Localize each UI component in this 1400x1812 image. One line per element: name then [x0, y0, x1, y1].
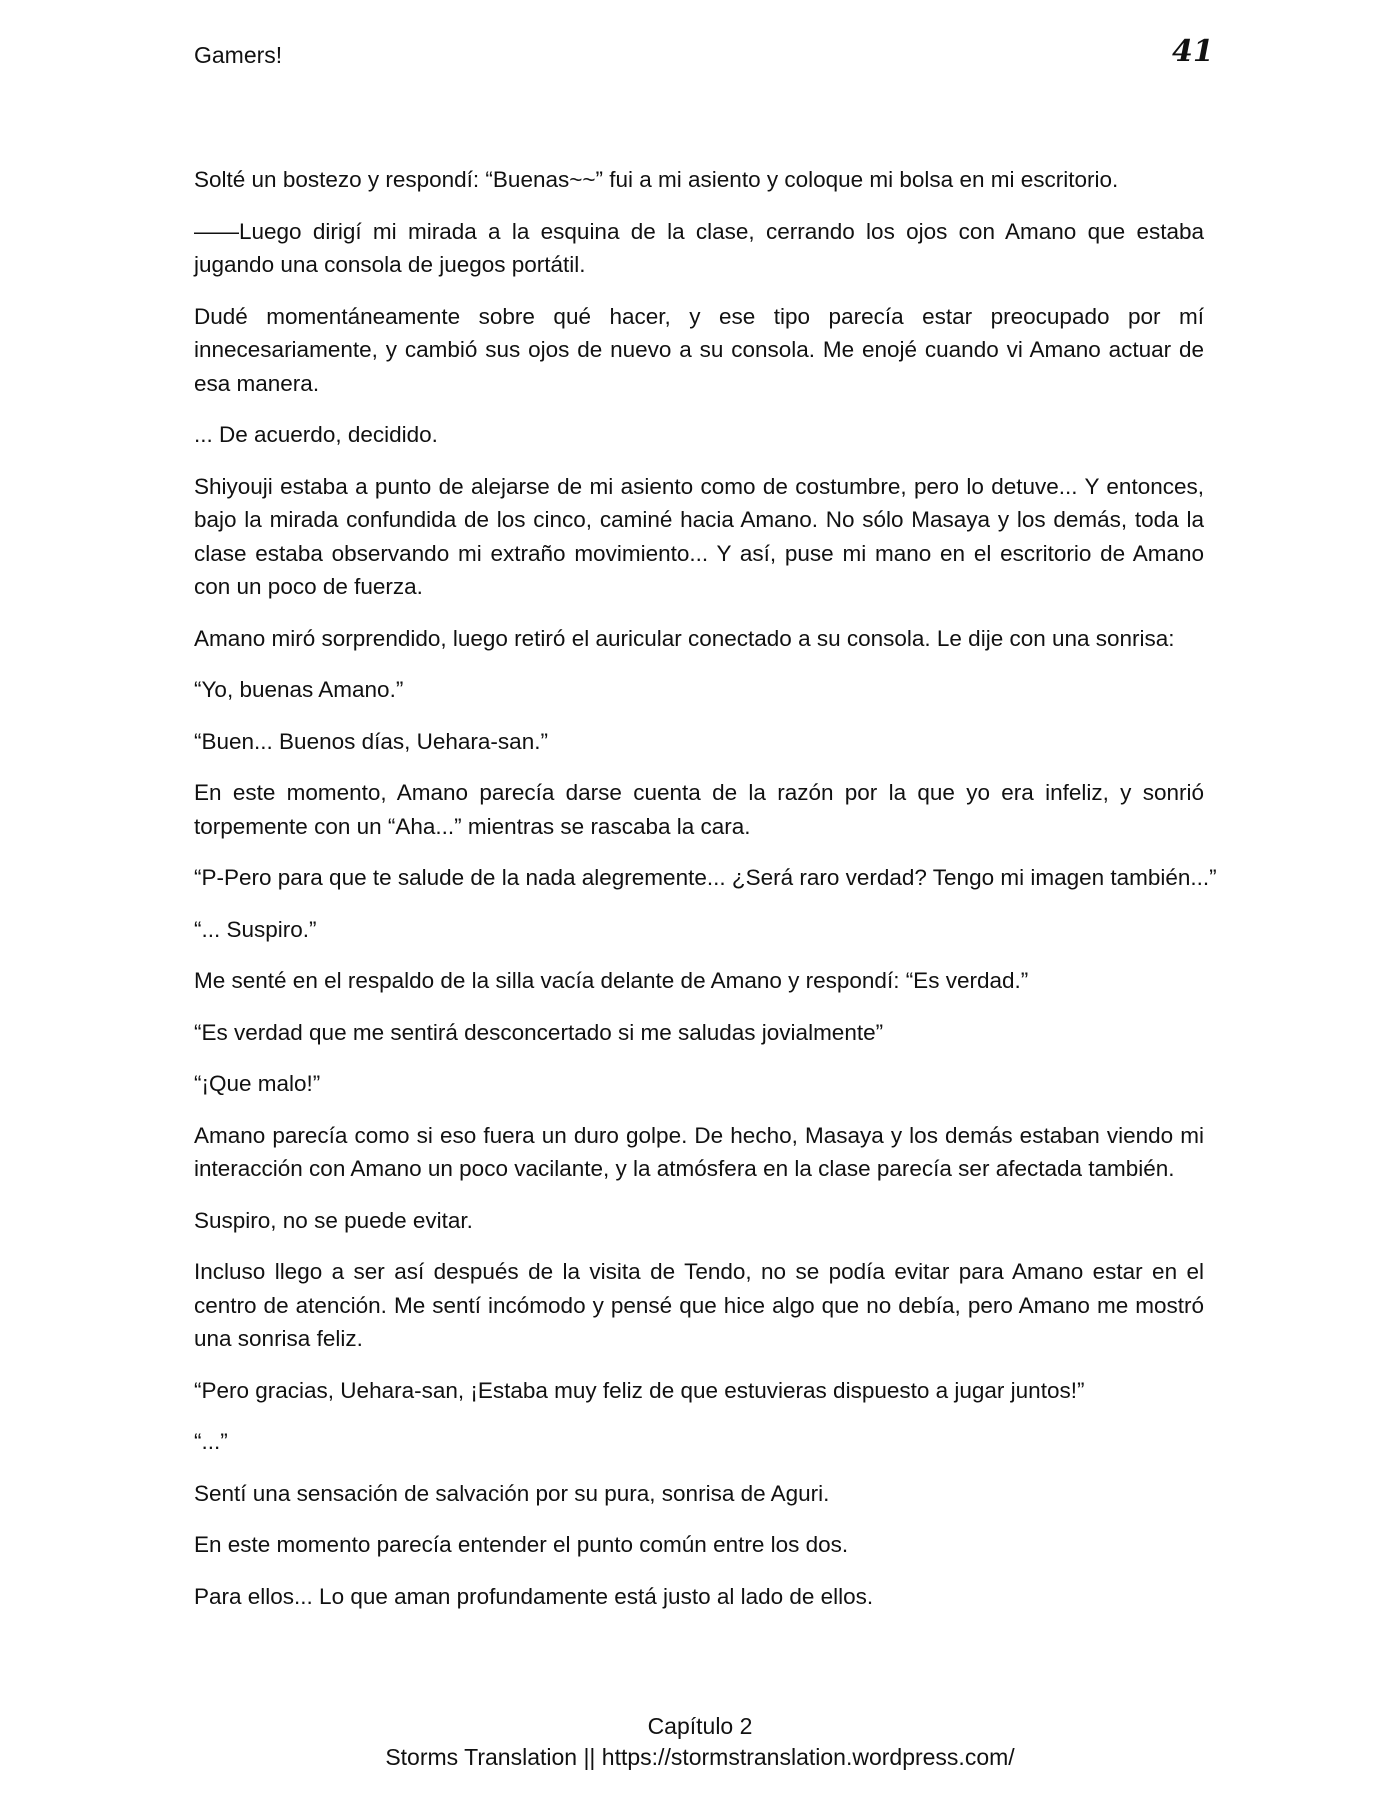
- paragraph: Para ellos... Lo que aman profundamente está justo al lado de ellos.: [194, 1583, 874, 1609]
- paragraph: Dudé momentáneamente sobre qué hacer, y ese tipo parecía estar preocupado por mí innecesariamente, y cambió sus ojos de nuevo a su consola. Me enojé cuando vi Amano actuar de esa manera.: [194, 303, 1204, 396]
- paragraph: “...”: [194, 1429, 228, 1454]
- paragraph: Suspiro, no se puede evitar.: [194, 1207, 473, 1233]
- page-number: 41: [1172, 34, 1214, 69]
- paragraph: ... De acuerdo, decidido.: [194, 422, 438, 447]
- paragraph: Shiyouji estaba a punto de alejarse de mi asiento como de costumbre, pero lo detuve... Y entonces, bajo la mirada confundida de los cinco, caminé hacia Amano. No sólo Masaya y los demás, toda la clase estaba observando mi extraño movimiento... Y así, puse mi mano en el escritorio de Amano con un poco de fuerza.: [194, 473, 1204, 599]
- paragraph: Me senté en el respaldo de la silla vacía delante de Amano y respondí: “Es verdad.”: [194, 968, 1029, 993]
- paragraph: Solté un bostezo y respondí: “Buenas~~” fui a mi asiento y coloque mi bolsa en mi escritorio.: [194, 167, 1119, 192]
- paragraph: “... Suspiro.”: [194, 916, 317, 942]
- paragraph: “P-Pero para que te salude de la nada alegremente... ¿Será raro verdad? Tengo mi imagen también...”: [194, 865, 1217, 890]
- paragraph: “Pero gracias, Uehara-san, ¡Estaba muy feliz de que estuvieras dispuesto a jugar juntos!”: [194, 1377, 1085, 1403]
- page-footer: [0, 1711, 1400, 1773]
- paragraph: En este momento parecía entender el punto común entre los dos.: [194, 1532, 849, 1557]
- body-text: [194, 163, 1217, 1631]
- paragraph: Sentí una sensación de salvación por su pura, sonrisa de Aguri.: [194, 1480, 830, 1506]
- footer-chapter: Capítulo 2: [647, 1713, 753, 1739]
- paragraph: Incluso llego a ser así después de la visita de Tendo, no se podía evitar para Amano estar en el centro de atención. Me sentí incómodo y pensé que hice algo que no debía, pero Amano me mostró una sonrisa feliz.: [194, 1259, 1204, 1351]
- paragraph: Amano parecía como si eso fuera un duro golpe. De hecho, Masaya y los demás estaban viendo mi interacción con Amano un poco vacilante, y la atmósfera en la clase parecía ser afectada también.: [194, 1122, 1204, 1181]
- paragraph: Amano miró sorprendido, luego retiró el auricular conectado a su consola. Le dije con una sonrisa:: [194, 625, 1175, 651]
- paragraph: “Es verdad que me sentirá desconcertado si me saludas jovialmente”: [194, 1019, 884, 1045]
- paragraph: “Yo, buenas Amano.”: [194, 677, 404, 702]
- paragraph: ——Luego dirigí mi mirada a la esquina de la clase, cerrando los ojos con Amano que estaba jugando una consola de juegos portátil.: [194, 218, 1204, 277]
- paragraph: En este momento, Amano parecía darse cuenta de la razón por la que yo era infeliz, y sonrió torpemente con un “Aha...” mientras se rascaba la cara.: [194, 780, 1204, 839]
- paragraph: “¡Que malo!”: [194, 1071, 321, 1096]
- footer-credit: Storms Translation || https://stormstranslation.wordpress.com/: [385, 1744, 1015, 1770]
- header-title: Gamers!: [194, 42, 283, 68]
- paragraph: “Buen... Buenos días, Uehara-san.”: [194, 728, 548, 754]
